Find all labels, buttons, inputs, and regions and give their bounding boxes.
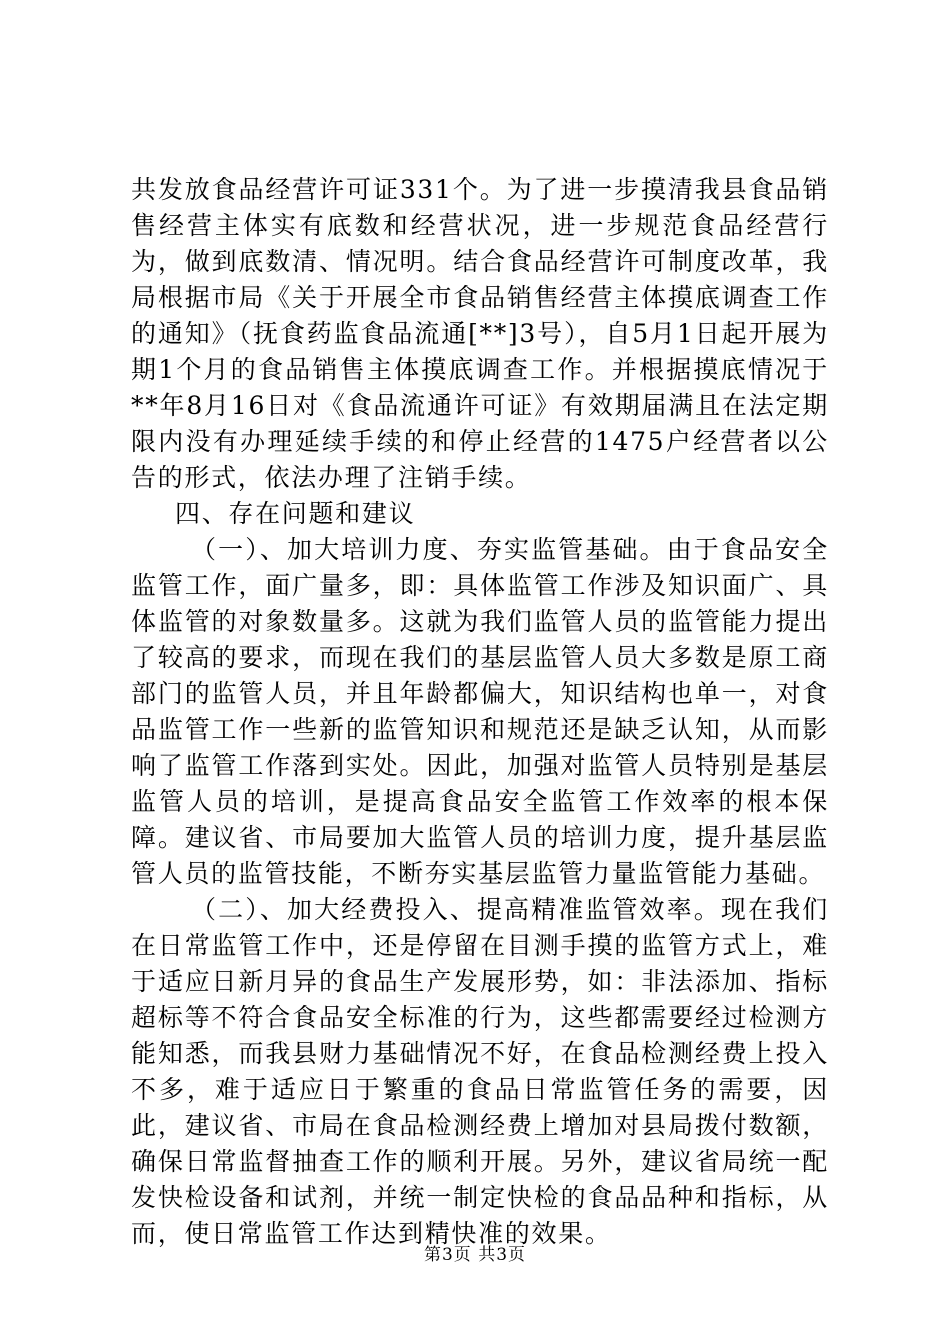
section-heading-problems-suggestions: 四、存在问题和建议	[175, 499, 416, 528]
document-body	[131, 172, 829, 1252]
paragraph-funding-suggestion: （二）、加大经费投入、提高精准监管效率。现在我们在日常监管工作中，还是停留在目测手摸的监管方式上，难于适应日新月异的食品生产发展形势，如：非法添加、指标超标等不符合食品安全标准的行为，这些都需要经过检测方能知悉，而我县财力基础情况不好，在食品检测经费上投入不多，难于适应日于繁重的食品日常监管任务的需要，因此，建议省、市局在食品检测经费上增加对县局拨付数额，确保日常监督抽查工作的顺利开展。另外，建议省局统一配发快检设备和试剂，并统一制定快检的食品品种和指标，从而，使日常监管工作达到精快准的效果。	[131, 895, 829, 1248]
paragraph-training-suggestion: （一）、加大培训力度、夯实监管基础。由于食品安全监管工作，面广量多，即：具体监管工作涉及知识面广、具体监管的对象数量多。这就为我们监管人员的监管能力提出了较高的要求，而现在我们的基层监管人员大多数是原工商部门的监管人员，并且年龄都偏大，知识结构也单一，对食品监管工作一些新的监管知识和规范还是缺乏认知，从而影响了监管工作落到实处。因此，加强对监管人员特别是基层监管人员的培训，是提高食品安全监管工作效率的根本保障。建议省、市局要加大监管人员的培训力度，提升基层监管人员的监管技能，不断夯实基层监管力量监管能力基础。	[131, 535, 829, 888]
paragraph-license-summary: 共发放食品经营许可证331个。为了进一步摸清我县食品销售经营主体实有底数和经营状况，进一步规范食品经营行为，做到底数清、情况明。结合食品经营许可制度改革，我局根据市局《关于开展全市食品销售经营主体摸底调查工作的通知》（抚食药监食品流通[**]3号），自5月1日起开展为期1个月的食品销售主体摸底调查工作。并根据摸底情况于**年8月16日对《食品流通许可证》有效期届满且在法定期限内没有办理延续手续的和停止经营的1475户经营者以公告的形式，依法办理了注销手续。	[131, 175, 829, 492]
page-footer: 第3页 共3页	[423, 1245, 527, 1265]
